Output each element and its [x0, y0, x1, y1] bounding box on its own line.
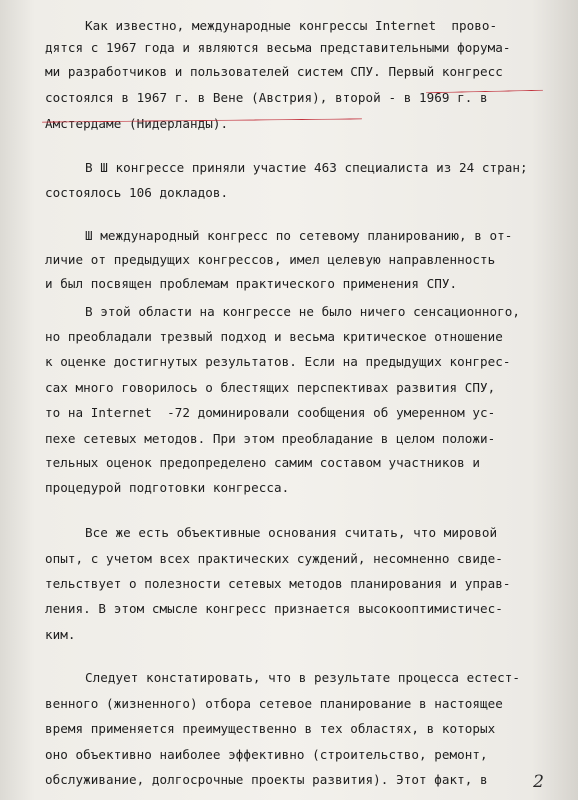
text-line: Как известно, международные конгрессы Internet прово- — [85, 18, 498, 33]
text-line: Все же есть объективные основания считать, что мировой — [85, 525, 498, 540]
text-line: то на Internet -72 доминировали сообщения об умеренном ус- — [45, 405, 496, 420]
text-line: ким. — [45, 627, 76, 642]
text-line: состоялся в 1967 г. в Вене (Австрия), второй - в 1969 г. в — [45, 90, 488, 105]
text-line: В Ш конгрессе приняли участие 463 специалиста из 24 стран; — [85, 160, 528, 175]
text-line: процедурой подготовки конгресса. — [45, 480, 290, 495]
text-line: В этой области на конгрессе не было ничего сенсационного, — [85, 304, 521, 319]
text-line: и был посвящен проблемам практического применения СПУ. — [45, 276, 458, 291]
text-line: Следует констатировать, что в результате процесса естест- — [85, 670, 521, 685]
text-line: дятся с 1967 года и являются весьма представительными форума- — [45, 40, 511, 55]
text-line: Амстердаме (Нидерланды). — [45, 116, 229, 131]
text-line: сах много говорилось о блестящих перспективах развития СПУ, — [45, 380, 496, 395]
text-line: к оценке достигнутых результатов. Если на предыдущих конгрес- — [45, 354, 511, 369]
text-line: состоялось 106 докладов. — [45, 185, 229, 200]
text-line: время применяется преимущественно в тех областях, в которых — [45, 721, 496, 736]
text-line: оно объективно наиболее эффективно (строительство, ремонт, — [45, 747, 488, 762]
text-line: Ш международный конгресс по сетевому планированию, в от- — [85, 228, 513, 243]
text-line: обслуживание, долгосрочные проекты развития). Этот факт, в — [45, 772, 488, 787]
text-line: тельных оценок предопределено самим составом участников и — [45, 455, 481, 470]
text-line: пехе сетевых методов. При этом преобладание в целом положи- — [45, 431, 496, 446]
text-line: личие от предыдущих конгрессов, имел целевую направленность — [45, 252, 496, 267]
text-line: опыт, с учетом всех практических суждений, несомненно свиде- — [45, 551, 503, 566]
page-number: 2 — [533, 772, 544, 792]
text-line: венного (жизненного) отбора сетевое планирование в настоящее — [45, 696, 503, 711]
text-line: но преобладали трезвый подход и весьма критическое отношение — [45, 329, 503, 344]
text-line: ми разработчиков и пользователей систем СПУ. Первый конгресс — [45, 64, 503, 79]
text-line: тельствует о полезности сетевых методов планирования и управ- — [45, 576, 511, 591]
text-line: ления. В этом смысле конгресс признается высокооптимистичес- — [45, 601, 503, 616]
